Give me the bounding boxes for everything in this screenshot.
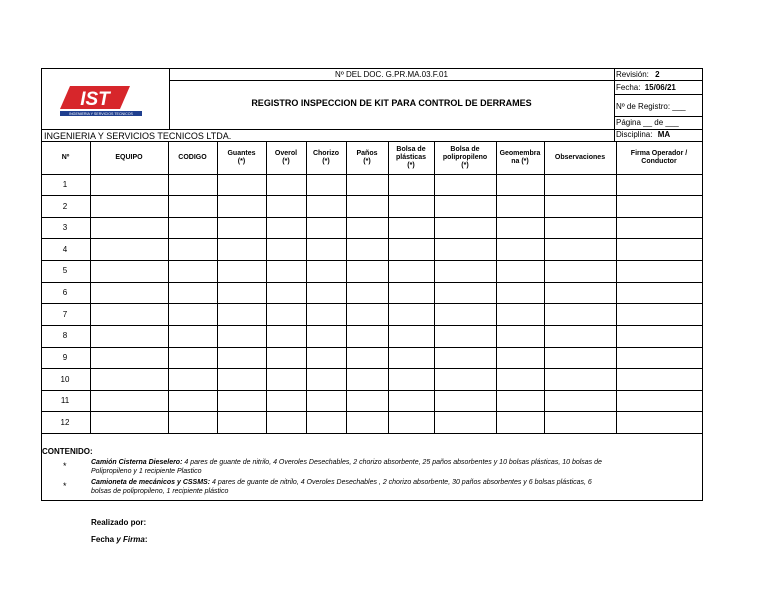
bullet-icon: * — [63, 461, 67, 471]
contenido-item-1-text-cont: Polipropileno y 1 recipiente Plastico — [91, 467, 202, 475]
contenido-item-2 — [91, 479, 592, 496]
col-header-geomembrana: Geomembra na (*) — [499, 149, 541, 165]
revision-value: 2 — [655, 70, 660, 79]
col-header-chorizo: Chorizo (*) — [312, 149, 340, 165]
row-number: 10 — [60, 375, 70, 384]
col-header-bolsa-plasticas: Bolsa de plásticas (*) — [396, 145, 426, 169]
revision-field — [616, 70, 660, 79]
footer-firma-label: Firma — [120, 535, 145, 544]
logo-subtext: INGENIERIA Y SERVICIOS TECNICOS — [69, 111, 133, 116]
fecha-value: 15/06/21 — [644, 83, 676, 92]
table-row[interactable] — [41, 412, 703, 433]
table-row[interactable] — [41, 326, 703, 347]
col-header-overol: Overol (*) — [274, 149, 298, 165]
table-row[interactable] — [41, 391, 703, 411]
table-row[interactable] — [41, 239, 703, 260]
table-row[interactable] — [41, 175, 703, 195]
contenido-label: CONTENIDO: — [42, 447, 93, 456]
realizado-label: Realizado por: — [91, 518, 147, 527]
disciplina-field — [616, 130, 670, 139]
disciplina-label: Disciplina: — [616, 130, 653, 139]
table-row[interactable] — [41, 283, 703, 303]
footer-colon: : — [144, 535, 148, 544]
pagina-field[interactable]: Página __ de ___ — [616, 118, 679, 127]
col-header-numero: Nº — [61, 153, 70, 161]
contenido-item-2-text-cont: bolsas de polipropileno, 1 recipiente plástico — [91, 487, 229, 495]
form-title: REGISTRO INSPECCION DE KIT PARA CONTROL DE DERRAMES — [251, 98, 532, 108]
bullet-icon: * — [63, 481, 67, 491]
fecha-field — [616, 83, 676, 92]
col-header-codigo: CODIGO — [178, 153, 207, 161]
contenido-item-2-text: 4 pares de guante de nitrilo, 4 Overoles Desechables , 2 chorizo absorbente, 30 paños absorbentes y 6 bolsas plásticas, 6 — [210, 479, 592, 486]
contenido-item-2-title: Camioneta de mecánicos y CSSMS: — [91, 479, 211, 486]
doc-number: Nº DEL DOC. G.PR.MA.03.F.01 — [335, 70, 448, 79]
table-row[interactable] — [41, 261, 703, 282]
row-number: 5 — [62, 266, 68, 275]
table-row[interactable] — [41, 348, 703, 368]
row-number: 9 — [62, 353, 68, 362]
col-header-firma: Firma Operador / Conductor — [630, 149, 688, 165]
fecha-label: Fecha: — [616, 83, 641, 92]
row-number: 2 — [62, 202, 68, 211]
contenido-item-1 — [91, 459, 602, 476]
svg-text:IST: IST — [80, 89, 110, 110]
row-number: 4 — [62, 245, 68, 254]
footer-fecha-label: Fecha — [91, 535, 117, 544]
row-number: 8 — [62, 331, 68, 340]
col-header-observaciones: Observaciones — [554, 153, 606, 161]
revision-label: Revisión: — [616, 70, 649, 79]
row-number: 3 — [62, 223, 68, 232]
row-number: 7 — [62, 310, 68, 319]
table-row[interactable] — [41, 196, 703, 217]
table-row[interactable] — [41, 218, 703, 238]
company-logo — [58, 84, 144, 118]
col-header-panos: Paños (*) — [356, 149, 378, 165]
row-number: 11 — [60, 396, 70, 405]
company-name: INGENIERIA Y SERVICIOS TECNICOS LTDA. — [44, 131, 232, 141]
row-number: 12 — [60, 418, 70, 427]
disciplina-value: MA — [657, 130, 671, 139]
col-header-bolsa-polipropileno: Bolsa de polipropileno (*) — [442, 145, 488, 169]
row-number: 1 — [62, 180, 68, 189]
table-row[interactable] — [41, 304, 703, 325]
fecha-firma-label — [91, 535, 147, 544]
contenido-item-1-title: Camión Cisterna Dieselero: — [91, 459, 183, 466]
col-header-guantes: Guantes (*) — [227, 149, 256, 165]
registro-field[interactable]: Nº de Registro: ___ — [616, 102, 686, 111]
footer-y-label: y — [116, 535, 121, 544]
col-header-equipo: EQUIPO — [115, 153, 143, 161]
table-row[interactable] — [41, 369, 703, 390]
row-number: 6 — [62, 288, 68, 297]
contenido-item-1-text: 4 pares de guante de nitrilo, 4 Overoles Desechables, 2 chorizo absorbente, 25 paños absorbentes y 10 bolsas plásticas, 10 bolsas de — [182, 459, 602, 466]
